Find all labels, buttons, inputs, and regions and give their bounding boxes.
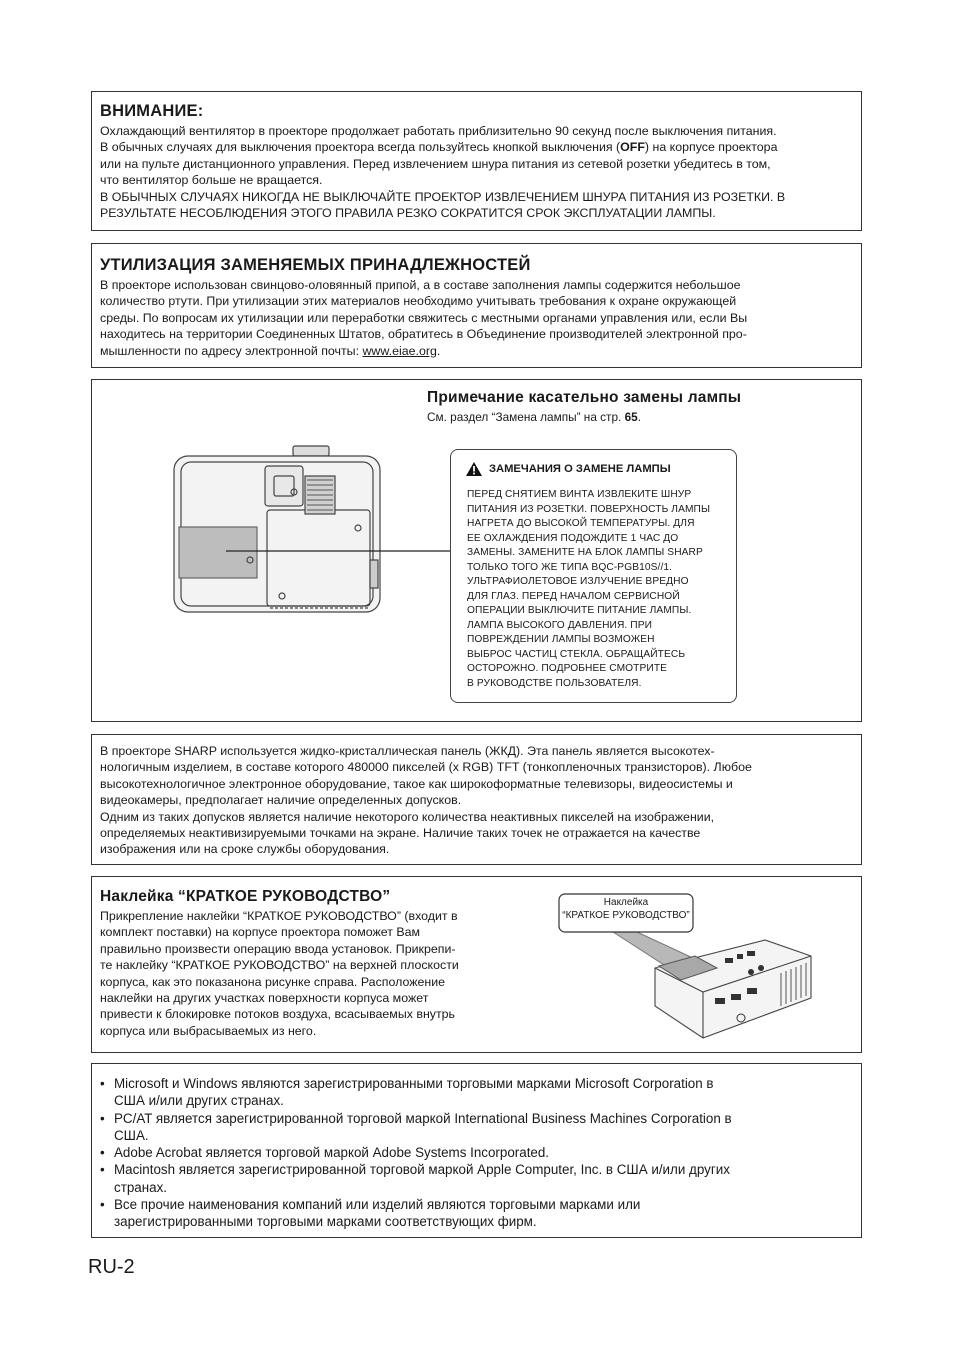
sticker-callout: Наклейка “КРАТКОЕ РУКОВОДСТВО” <box>562 897 690 921</box>
disposal-title: УТИЛИЗАЦИЯ ЗАМЕНЯЕМЫХ ПРИНАДЛЕЖНОСТЕЙ <box>100 256 531 274</box>
warning-triangle-icon <box>465 461 483 477</box>
lamp-note-title: Примечание касательно замены лампы <box>427 389 742 406</box>
projector-bottom-illustration <box>170 440 460 620</box>
eiae-link[interactable]: www.eiae.org <box>362 343 437 358</box>
disposal-box <box>91 243 862 368</box>
lamp-caution-label <box>450 449 737 703</box>
trademark-item: • Microsoft и Windows являются зарегистрированными торговыми марками Microsoft Corporation в США и/или других странах. <box>100 1076 714 1109</box>
caution-title: ЗАМЕЧАНИЯ О ЗАМЕНЕ ЛАМПЫ <box>489 463 671 475</box>
trademark-item: • Все прочие наименования компаний или изделий являются торговыми марками или зарегистрированными торговыми марками соответствующих фирм. <box>100 1197 641 1230</box>
caution-text: ПЕРЕД СНЯТИЕМ ВИНТА ИЗВЛЕКИТЕ ШНУР ПИТАНИЯ ИЗ РОЗЕТКИ. ПОВЕРХНОСТЬ ЛАМПЫ НАГРЕТА ДО ВЫСОКОЙ ТЕМПЕРАТУРЫ. ДЛЯ ЕЕ ОХЛАЖДЕНИЯ ПОДОЖДИТЕ 1 ЧАС ДО ЗАМЕНЫ. ЗАМЕНИТЕ НА БЛОК ЛАМПЫ SHARP ТОЛЬКО ТОГО ЖЕ ТИПА BQC-PGB10S//1. УЛЬТРАФИОЛЕТОВОЕ ИЗЛУЧЕНИЕ ВРЕДНО ДЛЯ ГЛАЗ. ПЕРЕД НАЧАЛОМ СЕРВИСНОЙ ОПЕРАЦИИ ВЫКЛЮЧИТЕ ПИТАНИЕ ЛАМПЫ. ЛАМПА ВЫСОКОГО ДАВЛЕНИЯ. ПРИ ПОВРЕЖДЕНИИ ЛАМПЫ ВОЗМОЖЕН ВЫБРОС ЧАСТИЦ СТЕКЛА. ОБРАЩАЙТЕСЬ ОСТОРОЖНО. ПОДРОБНЕЕ СМОТРИТЕ В РУКОВОДСТВЕ ПОЛЬЗОВАТЕЛЯ. <box>467 489 711 689</box>
lcd-text: В проекторе SHARP используется жидко-кристаллическая панель (ЖКД). Эта панель является высокотех- нологичным изделием, в составе которого 480000 пикселей (x RGB) TFT (тонкопленочных транзисторов). Любое высокотехнологичное электронное оборудование, такое как широкоформатные телевизоры, видеосистемы и видеокамеры, предполагает наличие определенных допусков. Одним из таких допусков является наличие некоторого количества неактивных пикселей на изображении, определяемых неактивизируемыми точками на экране. Наличие таких точек не отражается на качестве изображения или на сроке службы оборудования. <box>100 744 752 857</box>
warning-box <box>91 91 862 231</box>
warning-title: ВНИМАНИЕ: <box>100 102 204 120</box>
lamp-note-ref: См. раздел “Замена лампы” на стр. 65. <box>427 410 641 424</box>
sticker-title: Наклейка “КРАТКОЕ РУКОВОДСТВО” <box>100 888 391 905</box>
trademark-item: • PC/AT является зарегистрированной торговой маркой International Business Machines Corporation в США. <box>100 1110 732 1143</box>
lcd-box <box>91 734 862 865</box>
trademark-item: • Macintosh является зарегистрированной торговой маркой Apple Computer, Inc. в США и/или других странах. <box>100 1162 730 1195</box>
page-number: RU-2 <box>88 1256 135 1278</box>
sticker-text: Прикрепление наклейки “КРАТКОЕ РУКОВОДСТВО” (входит в комплект поставки) на корпусе проектора поможет Вам правильно произвести операцию ввода установок. Прикрепи- те наклейку “КРАТКОЕ РУКОВОДСТВО” на верхней плоскости корпуса, как это показанона рисунке справа. Расположение наклейки на других участках поверхности корпуса может привести к блокировке потоков воздуха, всасываемых внутрь корпуса или выбрасываемых из него. <box>100 909 459 1038</box>
trademarks-box <box>91 1063 862 1238</box>
trademark-item: • Adobe Acrobat является торговой маркой Adobe Systems Incorporated. <box>100 1145 550 1161</box>
warning-text: Охлаждающий вентилятор в проекторе продолжает работать приблизительно 90 секунд после выключения питания. В обычных случаях для выключения проектора всегда пользуйтесь кнопкой выключения (OFF) на корпусе проектора или на пульте дистанционного управления. Перед извлечением шнура питания из сетевой розетки убедитесь в том, что вентилятор больше не вращается. В ОБЫЧНЫХ СЛУЧАЯХ НИКОГДА НЕ ВЫКЛЮЧАЙТЕ ПРОЕКТОР ИЗВЛЕЧЕНИЕМ ШНУРА ПИТАНИЯ ИЗ РОЗЕТКИ. В РЕЗУЛЬТАТЕ НЕСОБЛЮДЕНИЯ ЭТОГО ПРАВИЛА РЕЗКО СОКРАТИТСЯ СРОК ЭКСПЛУАТАЦИИ ЛАМПЫ. <box>100 124 786 221</box>
off-button-label: OFF <box>620 140 645 155</box>
disposal-text: В проекторе использован свинцово-оловянный припой, а в составе заполнения лампы содержится небольшое количество ртути. При утилизации этих материалов необходимо учитывать требования к охране окружающей среды. По вопросам их утилизации или переработки свяжитесь с местными органами управления или, если Вы находитесь на территории Соединенных Штатов, обратитесь в Объединение производителей электронной про- мышленности по адресу электронной почты: www.eiae.org. <box>100 278 748 358</box>
